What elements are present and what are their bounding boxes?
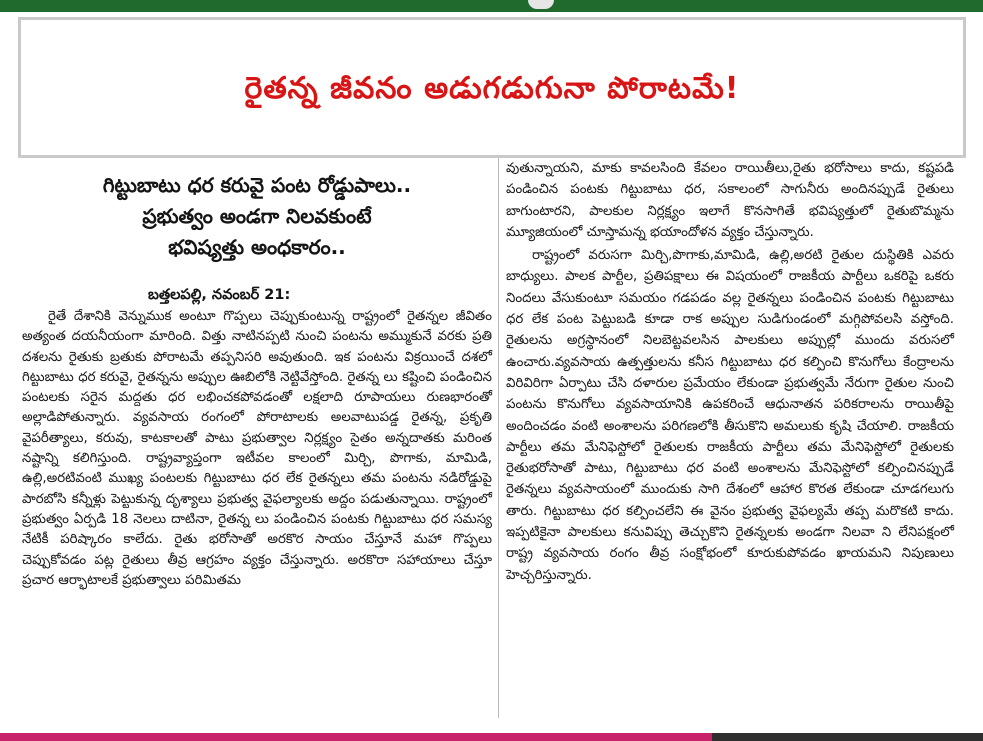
headline: రైతన్న జీవనం అడుగడుగునా పోరాటమే! <box>244 71 740 106</box>
subheadline-line-1: గిట్టుబాటు ధర కరువై పంట రోడ్డుపాలు.. <box>102 173 412 197</box>
article-paragraph-continued: వుతున్నాయని, మాకు కావలసింది కేవలం రాయితీలు,రైతు భరోసాలు కాదు, కష్టపడి పండించిన పంటకు గిట్టుబాటు ధర, సకాలంలో సాగునీరు అందినప్పుడే రైతులు బాగుంటారని, పాలకుల నిర్లక్ష్యం ఇలాగే కొనసాగితే భవిష్యత్తులో రైతుబొమ్మను మ్యూజియంలో చూస్తామన్న భయాందోళన వ్యక్తం చేస్తున్నారు. <box>506 161 954 240</box>
column-divider <box>498 158 499 718</box>
left-column <box>22 158 492 591</box>
headline-box <box>18 17 966 158</box>
subheadline-line-2: ప్రభుత్వం అండగా నిలవకుంటే <box>142 204 372 228</box>
article-paragraph-left: రైతే దేశానికి వెన్నుముక అంటూ గొప్పలు చెప్పుకుంటున్న రాష్ట్రంలో రైతన్నల జీవితం అత్యంత దయనీయంగా మారింది. విత్తు నాటినప్పటి నుంచి పంటను అమ్ముకునే వరకు ప్రతి దశలను రైతుకు బ్రతుకు పోరాటమే తప్పనిసరి అవుతుంది. ఇక పంటను విక్రయించే దశలో గిట్టుబాటు ధర కరువై, రైతన్నను అప్పుల ఊబిలోకి నెట్టివేస్తోంది. రైతన్న లు కష్టించి పండించిన పంటలకు సరైన మద్దతు ధర లభించకపోవడంతో లక్షలాది రూపాయలు రుణభారంతో అల్లాడిపోతున్నారు. వ్యవసాయ రంగంలో పోరాటాలకు అలవాటుపడ్డ రైతన్న, ప్రకృతి వైపరీత్యాలు, కరువు, కాటకాలతో పాటు ప్రభుత్వాల నిర్లక్ష్యం సైతం అన్నదాతకు మరింత నష్టాన్ని కలిగిస్తుంది. రాష్ట్రవ్యాప్తంగా ఇటీవల కాలంలో మిర్చి, పొగాకు, మామిడి, ఉల్లి,అరటివంటి ముఖ్య పంటలకు గిట్టుబాటు ధర లేక రైతన్నలు తమ పంటను నడిరోడ్డుపై పారబోసి కన్నీళ్లు పెట్టుకున్న దృశ్యాలు ప్రభుత్వ వైఫల్యాలకు అద్దం పడుతున్నాయి. రాష్ట్రంలో ప్రభుత్వం ఏర్పడి 18 నెలలు దాటినా, రైతన్న లు పండించిన పంటకు గిట్టుబాటు ధర సమస్య నేటికీ పరిష్కారం కాలేదు. రైతు భరోసాతో అరకొర సాయం చేస్తూనే మహా గొప్పలు చెప్పుకోవడం పట్ల రైతులు తీవ్ర ఆగ్రహం వ్యక్తం చేస్తున్నారు. అరకొరా సహాయాలు చేస్తూ ప్రచార ఆర్భాటాలకే ప్రభుత్వాలు పరిమితమ <box>22 309 492 588</box>
article-paragraph-right: రాష్ట్రంలో వరుసగా మిర్చి,పొగాకు,మామిడి, ఉల్లి,అరటి రైతుల దుస్థితికి ఎవరు బాధ్యులు. పాలక పార్టీల, ప్రతిపక్షాలు ఈ విషయంలో రాజకీయ పార్టీలు ఒకరిపై ఒకరు నిందలు వేసుకుంటూ సమయం గడపడం వల్ల రైతన్నలు పండించిన పంటకు గిట్టుబాటు ధర లేక పంట పెట్టుబడి కూడా రాక అప్పుల సుడిగుండంలో మగ్గిపోవలసి వస్తోంది. రైతులను అగ్రస్థానంలో నిలబెట్టవలసిన పాలకులు అప్పుల్లో ముందు వరుసలో ఉంచారు.వ్యవసాయ ఉత్పత్తులను కనీస గిట్టుబాటు ధర కల్పించి కొనుగోలు కేంద్రాలను విరివిరిగా ఏర్పాటు చేసి దళారుల ప్రమేయం లేకుండా ప్రభుత్వమే నేరుగా రైతుల నుంచి పంటను కొనుగోలు వ్యవసాయానికి ఉపకరించే ఆధునాతన పరికరాలను రాయితీపై అందించడం వంటి అంశాలను పరిగణలోకి తీసుకొని అమలుకు కృషి చేయాలి. రాజకీయ పార్టీలు తమ మేనిఫెస్టోలో రైతులకు రాజకీయ పార్టీలు తమ మేనిఫెస్టోలో రైతులకు రైతుభరోసాతో పాటు, గిట్టుబాటు ధర వంటి అంశాలను మేనిఫెస్టోలో కల్పించినప్పుడే రైతన్నలు వ్యవసాయంలో ముందుకు సాగి దేశంలో ఆహార కొరత లేకుండా చూడగలుగు తారు. గిట్టుబాటు ధర కల్పించలేని ఈ వైనం ప్రభుత్వ వైఫల్యమే తప్ప మరొకటి కాదు. ఇప్పటికైనా పాలకులు కనువిప్పు తెచ్చుకొని రైతన్నలకు అండగా నిలవా ని లేనిపక్షంలో రాష్ట్ర వ్యవసాయ రంగం తీవ్ర సంక్షోభంలో కూరుకుపోవడం ఖాయమని నిపుణులు హెచ్చరిస్తున్నారు. <box>506 248 954 583</box>
bottom-color-bar <box>0 733 712 741</box>
top-bar-notch <box>528 0 554 9</box>
bottom-dark-bar <box>712 733 983 741</box>
subheadline-line-3: భవిష్యత్తు అంధకారం.. <box>168 235 346 259</box>
dateline: బత్తలపల్లి, నవంబర్ 21: <box>148 287 291 303</box>
right-column <box>506 158 954 586</box>
subheadline <box>22 170 492 263</box>
top-color-bar <box>0 0 983 12</box>
